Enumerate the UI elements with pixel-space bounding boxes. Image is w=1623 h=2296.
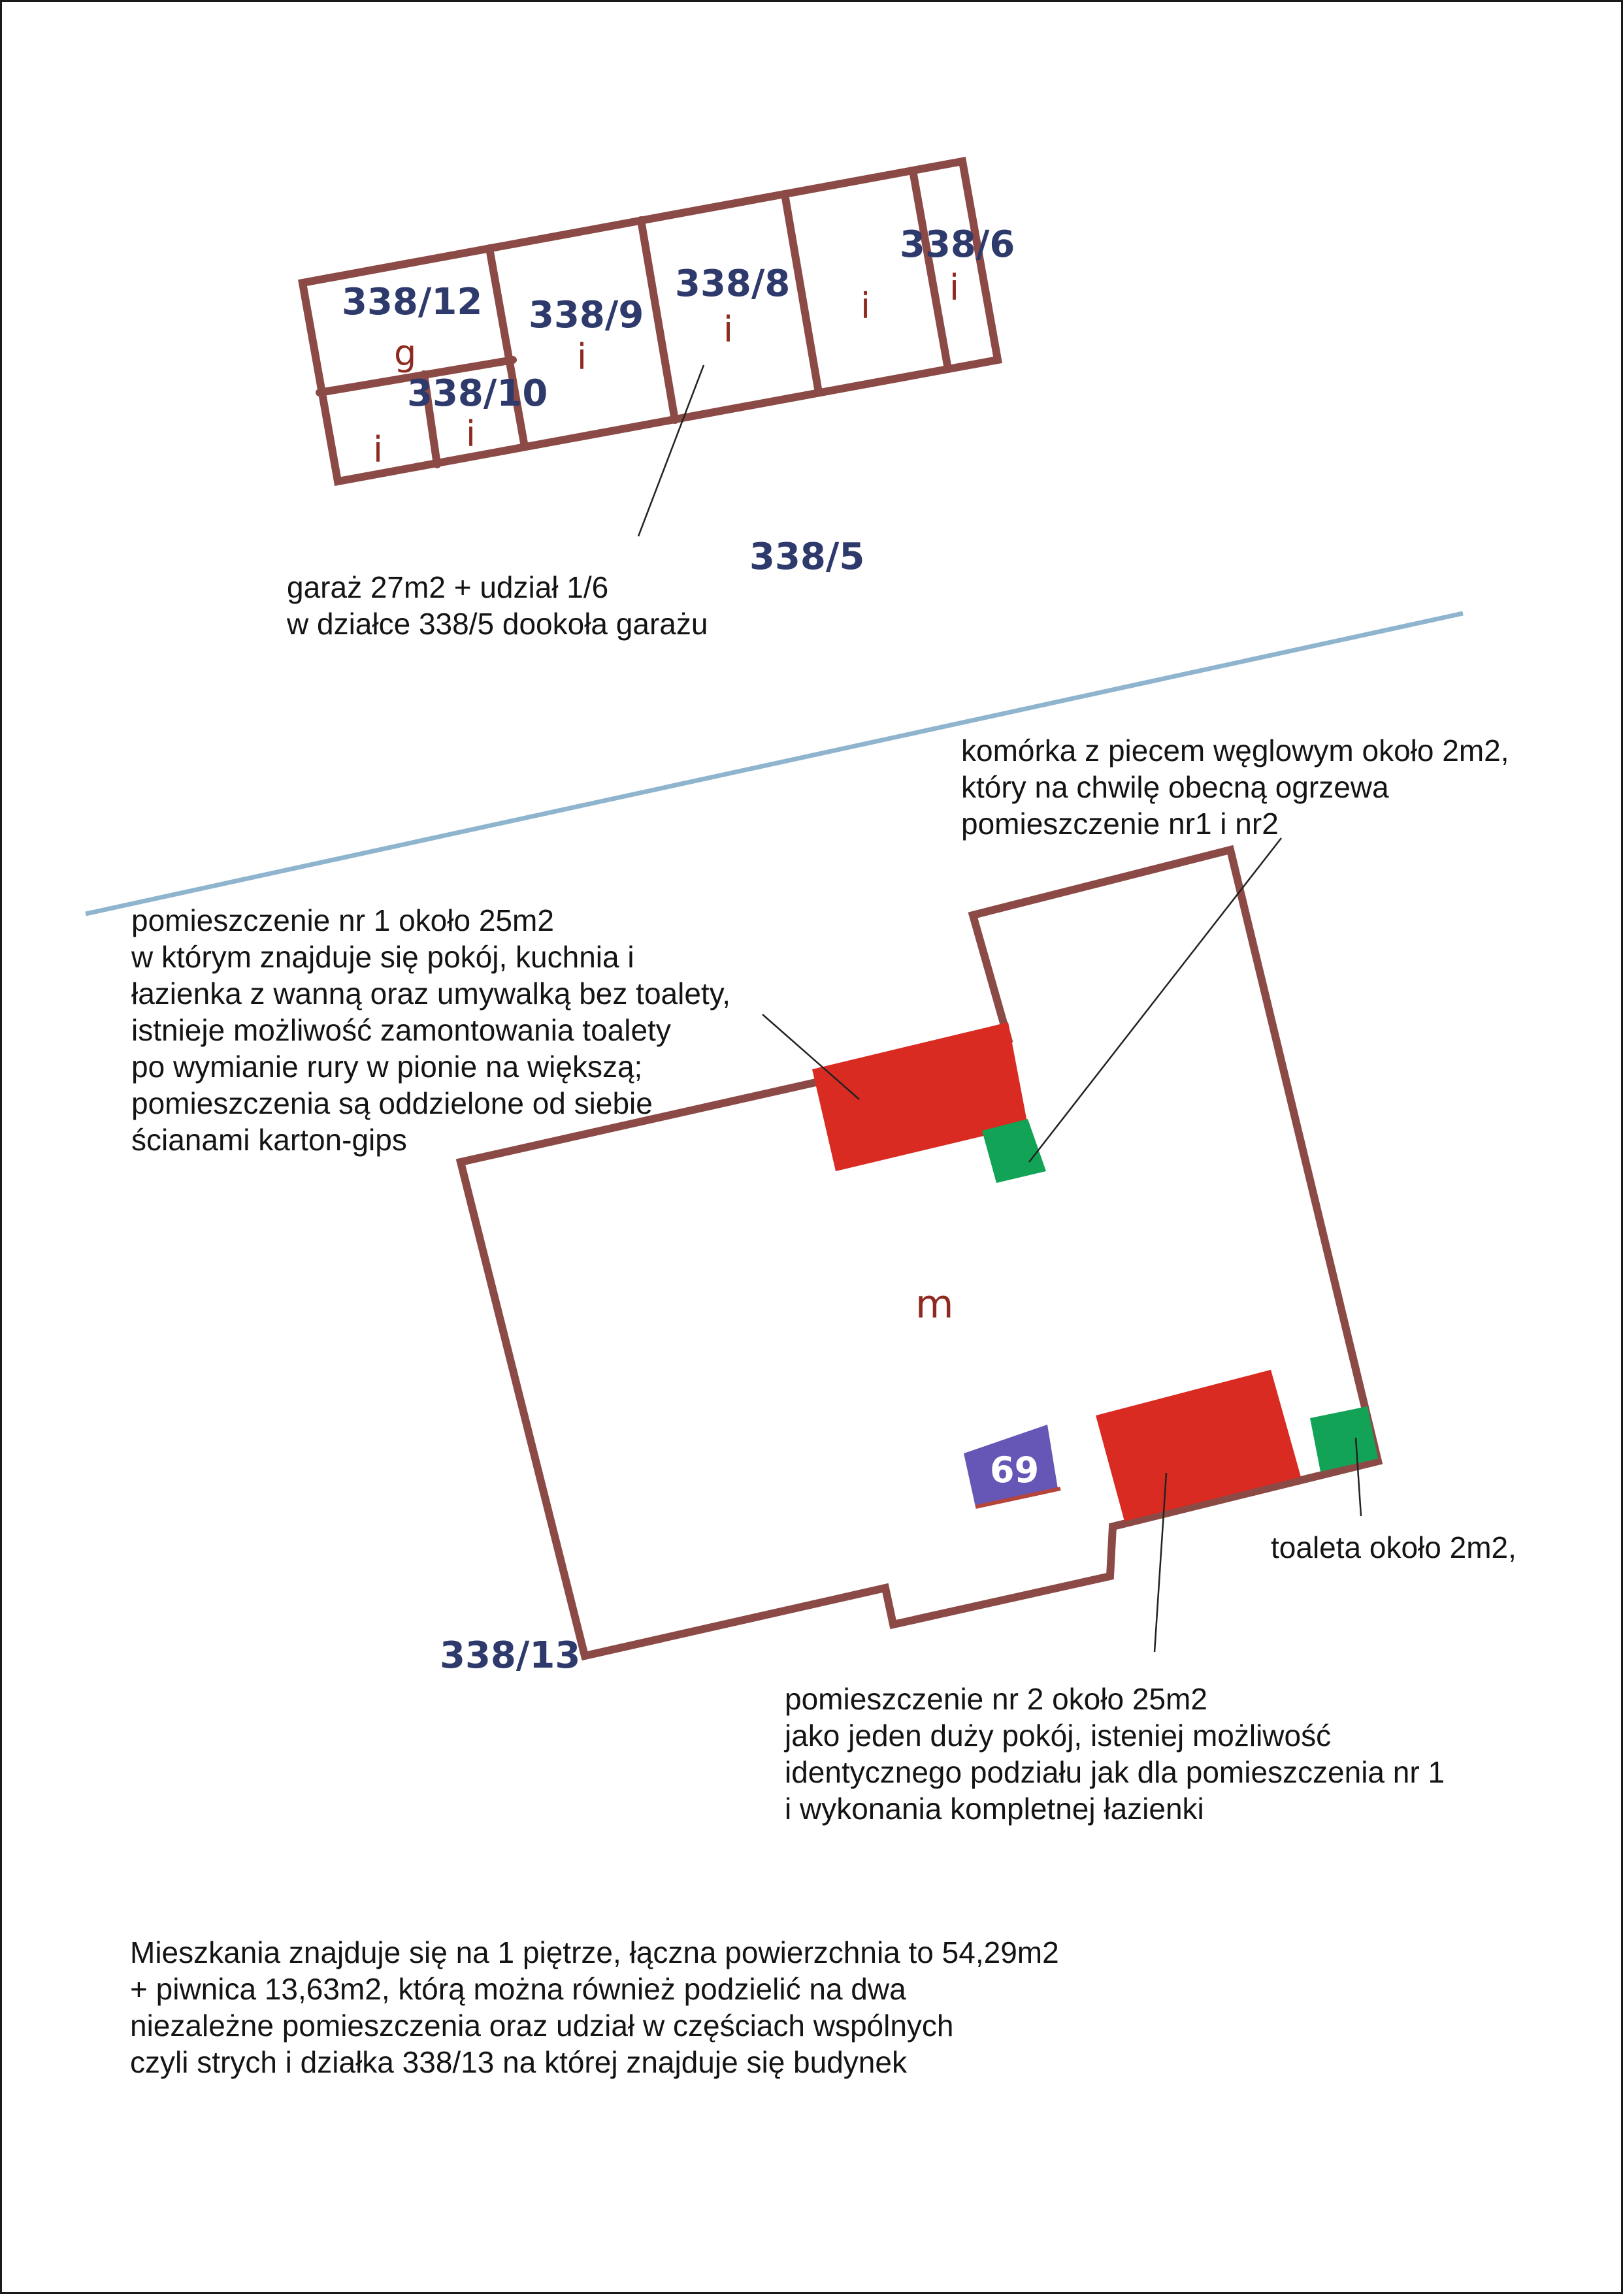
coal-room-note-line-1: komórka z piecem węglowym około 2m2,	[961, 734, 1509, 768]
use-label-lower-left: i	[373, 429, 384, 470]
room-1-note-line-5: po wymianie rury w pionie na większą;	[131, 1050, 643, 1084]
use-label-building: m	[915, 1282, 954, 1327]
room-2-note-line-1: pomieszczenie nr 2 około 25m2	[785, 1682, 1207, 1716]
summary-note-line-4: czyli strych i działka 338/13 na której znajduje się budynek	[130, 2045, 907, 2079]
parcel-label-338-10: 338/10	[407, 372, 548, 415]
room-1-note-line-7: ścianami karton-gips	[131, 1123, 407, 1157]
toilet-note	[1271, 1529, 1516, 1566]
use-label-338-10: i	[466, 413, 476, 455]
room-2-note	[785, 1681, 1445, 1827]
room-1-note-line-3: łazienka z wanną oraz umywalką bez toalety,	[131, 977, 731, 1011]
room-1-note-line-1: pomieszczenie nr 1 około 25m2	[131, 903, 554, 937]
building-number-badge	[964, 1425, 1060, 1507]
parcel-label-338-9: 338/9	[529, 294, 644, 336]
parcel-label-338-13: 338/13	[440, 1634, 581, 1677]
room-1-note	[131, 902, 730, 1158]
room-1-note-line-2: w którym znajduje się pokój, kuchnia i	[131, 940, 634, 974]
parcel-label-338-12: 338/12	[342, 281, 483, 323]
parcel-label-338-5: 338/5	[749, 536, 865, 578]
garage-divider-1	[489, 248, 525, 447]
use-label-middle-right: i	[861, 285, 871, 327]
room-1-note-line-4: istnieje możliwość zamontowania toalety	[131, 1013, 671, 1047]
garage-divider-4	[913, 170, 948, 369]
room-2-note-line-3: identycznego podziału jak dla pomieszczenia nr 1	[785, 1755, 1445, 1789]
use-label-338-8: i	[723, 309, 734, 350]
garage-divider-2	[641, 220, 675, 420]
toilet-note-line-1: toaleta około 2m2,	[1271, 1530, 1516, 1564]
room-2	[1096, 1370, 1301, 1521]
parcel-label-338-8: 338/8	[675, 263, 791, 305]
leader-coal-room	[1029, 838, 1281, 1162]
coal-room-note	[961, 732, 1509, 842]
summary-note-line-3: niezależne pomieszczenia oraz udział w częściach wspólnych	[130, 2009, 954, 2043]
summary-note	[130, 1934, 1059, 2080]
use-label-338-9: i	[577, 336, 587, 378]
coal-room-note-line-2: który na chwilę obecną ogrzewa	[961, 770, 1389, 804]
room-1-note-line-6: pomieszczenia są oddzielone od siebie	[131, 1086, 653, 1120]
garage-note-line-2: w działce 338/5 dookoła garażu	[287, 607, 708, 641]
use-label-garage: g	[394, 332, 417, 374]
coal-room-note-line-3: pomieszczenie nr1 i nr2	[961, 807, 1279, 841]
use-label-338-6: i	[949, 267, 960, 308]
summary-note-line-2: + piwnica 13,63m2, którą można również podzielić na dwa	[130, 1972, 906, 2006]
coal-room	[982, 1119, 1046, 1183]
parcel-label-338-6: 338/6	[900, 223, 1015, 266]
garage-note-line-1: garaż 27m2 + udział 1/6	[287, 570, 609, 604]
garage-note	[287, 569, 708, 642]
summary-note-line-1: Mieszkania znajduje się na 1 piętrze, łączna powierzchnia to 54,29m2	[130, 1935, 1059, 1969]
room-2-note-line-4: i wykonania kompletnej łazienki	[785, 1792, 1204, 1826]
room-2-note-line-2: jako jeden duży pokój, isteniej możliwość	[785, 1719, 1332, 1753]
building-number-text: 69	[990, 1449, 1040, 1491]
